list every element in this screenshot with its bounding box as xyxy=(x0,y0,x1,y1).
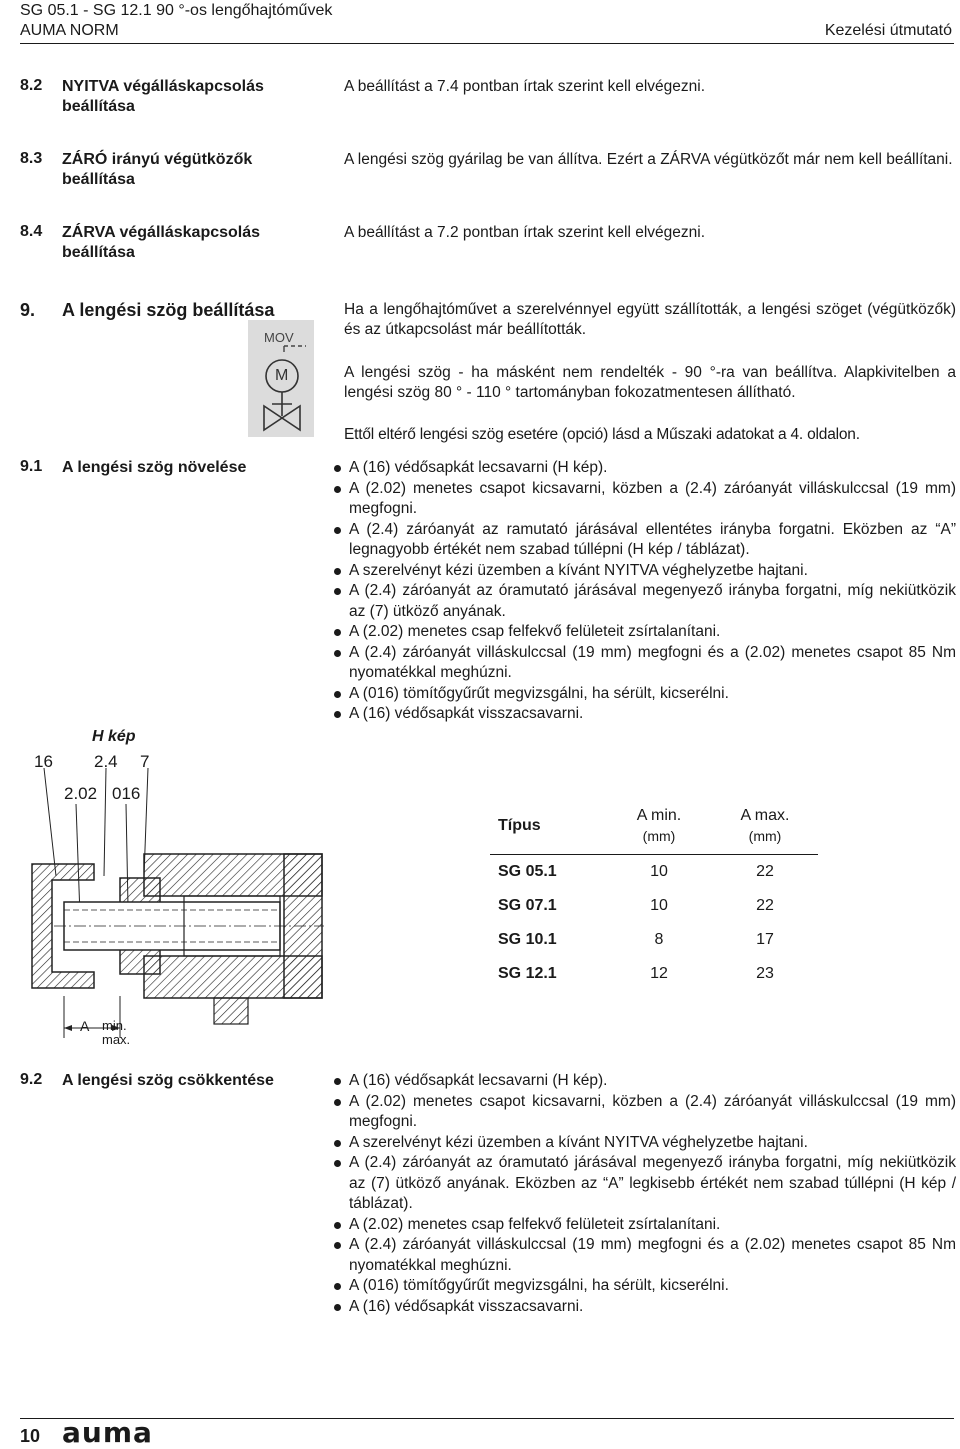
table-cell-max: 17 xyxy=(756,931,774,948)
header-doc-type: Kezelési útmutató xyxy=(824,22,952,39)
label-2-4: 2.4 xyxy=(94,752,118,771)
section-paragraph: A lengési szög - ha másként nem rendelték - 90 °-ra van beállítva. Alapkivitelben a lengési szög 80 ° - 110 ° tartományban fokozatmentesen állítható. xyxy=(344,364,956,401)
label-2-02: 2.02 xyxy=(64,784,98,803)
section-paragraph: Ha a lengőhajtóművet a szerelvénnyel együtt szállították, a lengési szöget (végütközők) és az útkapcsolást már beállították. xyxy=(344,301,956,338)
label-7: 7 xyxy=(140,752,150,771)
instruction-item: A (2.02) menetes csapot kicsavarni, közben a (2.4) záróanyát villáskulccsal (19 mm) megfogni. xyxy=(332,479,956,520)
instruction-item: A (016) tömítőgyűrűt megvizsgálni, ha sérült, kicserélni. xyxy=(332,1276,956,1297)
auma-logo: auma xyxy=(62,1416,153,1449)
instruction-item: A (2.4) záróanyát az ramutató járásával ellentétes irányba forgatni. Eközben az “A” legnagyobb értékét nem szabad túllépni (H kép / táblázat). xyxy=(332,520,956,561)
table-cell-type: SG 10.1 xyxy=(498,931,557,948)
table-row xyxy=(490,923,818,957)
instruction-item: A (16) védősapkát lecsavarni (H kép). xyxy=(332,458,956,479)
instruction-item: A (2.02) menetes csap felfekvő felületeit zsírtalanítani. xyxy=(332,1215,956,1236)
instruction-list xyxy=(332,1071,956,1317)
instruction-item: A szerelvényt kézi üzemben a kívánt NYITVA véghelyzetbe hajtani. xyxy=(332,1133,956,1154)
header-subtitle: AUMA NORM xyxy=(20,22,119,39)
section-text: A beállítást a 7.2 pontban írtak szerint kell elvégezni. xyxy=(344,224,706,241)
instruction-item: A (2.02) menetes csap felfekvő felületeit zsírtalanítani. xyxy=(332,622,956,643)
table-header-max: A max. (mm) xyxy=(712,798,818,855)
instruction-item: A (2.4) záróanyát az óramutató járásával megenyező irányba forgatni, míg nekiütközik az (7) ütköző anyának. xyxy=(332,581,956,622)
header-title: SG 05.1 - SG 12.1 90 °-os lengőhajtóművek xyxy=(20,2,333,19)
figure-h-drawing xyxy=(24,746,336,1046)
table-row xyxy=(490,855,818,890)
section-title: NYITVA végálláskapcsolás beállítása xyxy=(62,78,264,115)
section-text: A beállítást a 7.4 pontban írtak szerint kell elvégezni. xyxy=(344,78,706,95)
section-text: A lengési szög gyárilag be van állítva. Ezért a ZÁRVA végütközőt már nem kell beállítani. xyxy=(344,151,953,168)
instruction-item: A (16) védősapkát visszacsavarni. xyxy=(332,704,956,725)
table-row xyxy=(490,957,818,991)
table-cell-type: SG 07.1 xyxy=(498,897,557,914)
label-16: 16 xyxy=(34,752,53,771)
page-number: 10 xyxy=(20,1426,41,1446)
label-min: min. xyxy=(102,1018,127,1033)
table-cell-min: 10 xyxy=(650,863,668,880)
section-number: 9. xyxy=(20,300,36,320)
table-cell-min: 8 xyxy=(654,931,664,948)
dimension-table xyxy=(490,798,818,991)
motor-label: M xyxy=(275,367,289,384)
section-title: A lengési szög beállítása xyxy=(62,300,275,320)
mov-label: MOV xyxy=(264,330,294,345)
instruction-item: A (2.4) záróanyát villáskulccsal (19 mm) megfogni és a (2.02) menetes csapot 85 Nm nyomatékkal meghúzni. xyxy=(332,643,956,684)
label-016: 016 xyxy=(112,784,141,803)
table-cell-max: 22 xyxy=(756,863,774,880)
instruction-item: A (2.02) menetes csapot kicsavarni, közben a (2.4) záróanyát villáskulccsal (19 mm) megfogni. xyxy=(332,1092,956,1133)
section-paragraph: Ettől eltérő lengési szög esetére (opció) lásd a Műszaki adatokat a 4. oldalon. xyxy=(344,426,860,443)
table-cell-max: 23 xyxy=(756,965,774,982)
label-a: A xyxy=(80,1018,90,1034)
section-title: A lengési szög csökkentése xyxy=(62,1072,274,1089)
section-title: ZÁRÓ irányú végütközők beállítása xyxy=(62,151,253,188)
section-title: ZÁRVA végálláskapcsolás beállítása xyxy=(62,224,261,261)
instruction-item: A (016) tömítőgyűrűt megvizsgálni, ha sérült, kicserélni. xyxy=(332,684,956,705)
table-header-min: A min. (mm) xyxy=(606,798,712,855)
instruction-list xyxy=(332,458,956,725)
section-number: 9.2 xyxy=(20,1071,43,1088)
header-rule xyxy=(20,43,954,44)
figure-title: H kép xyxy=(92,728,136,745)
mov-icon xyxy=(248,320,314,437)
instruction-item: A (16) védősapkát lecsavarni (H kép). xyxy=(332,1071,956,1092)
table-cell-type: SG 12.1 xyxy=(498,965,557,982)
footer-rule xyxy=(20,1418,954,1419)
table-cell-type: SG 05.1 xyxy=(498,863,557,880)
section-number: 8.3 xyxy=(20,150,43,167)
table-cell-min: 10 xyxy=(650,897,668,914)
instruction-item: A szerelvényt kézi üzemben a kívánt NYITVA véghelyzetbe hajtani. xyxy=(332,561,956,582)
section-number: 9.1 xyxy=(20,458,43,475)
section-title: A lengési szög növelése xyxy=(62,459,247,476)
section-number: 8.4 xyxy=(20,223,43,240)
instruction-item: A (2.4) záróanyát villáskulccsal (19 mm) megfogni és a (2.02) menetes csapot 85 Nm nyomatékkal meghúzni. xyxy=(332,1235,956,1276)
instruction-item: A (16) védősapkát visszacsavarni. xyxy=(332,1297,956,1318)
table-header-type: Típus xyxy=(490,798,606,855)
table-cell-max: 22 xyxy=(756,897,774,914)
table-cell-min: 12 xyxy=(650,965,668,982)
label-max: max. xyxy=(102,1032,131,1047)
instruction-item: A (2.4) záróanyát az óramutató járásával megenyező irányba forgatni, míg nekiütközik az (7) ütköző anyának. Eközben az “A” legkisebb értékét nem szabad túllépni (H kép / táblázat). xyxy=(332,1153,956,1215)
section-number: 8.2 xyxy=(20,77,43,94)
table-row xyxy=(490,889,818,923)
